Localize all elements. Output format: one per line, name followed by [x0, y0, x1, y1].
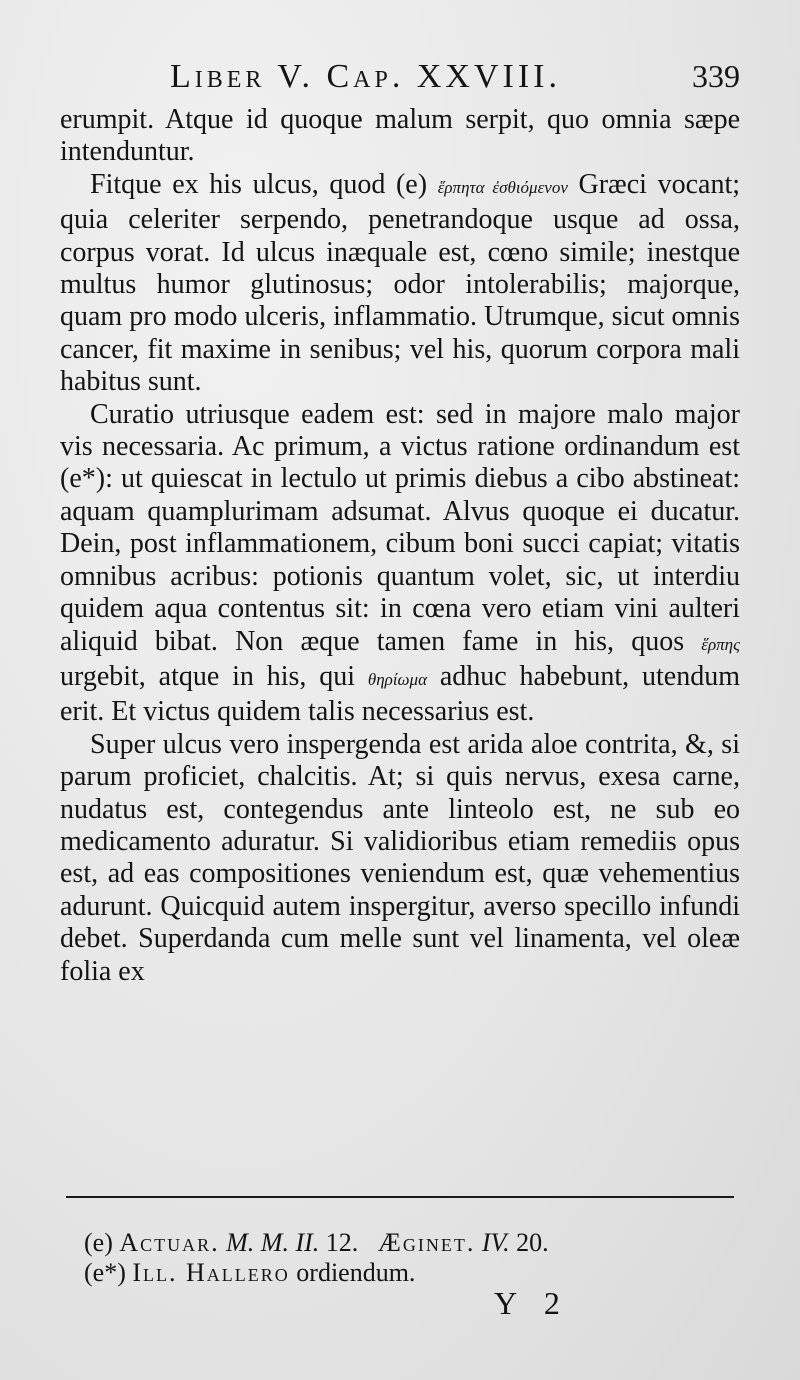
signature-mark: Y 2 — [494, 1285, 570, 1321]
footnote-text: ordiendum. — [296, 1258, 416, 1287]
greek-term-therioma: θηρίωμα — [367, 669, 428, 689]
paragraph-3-text-b: urgebit, atque in his, qui — [60, 660, 356, 692]
footnote-author: Actuar. — [119, 1228, 220, 1257]
footnote-reference: IV. — [481, 1228, 510, 1257]
footnote-author: Ill. Hallero — [132, 1258, 290, 1287]
running-header — [60, 58, 740, 102]
paragraph-2 — [60, 169, 740, 399]
page-number: 339 — [692, 58, 740, 94]
paragraph-2-text-b: Græci vocant; quia celeriter serpendo, penetrandoque usque ad ossa, corpus vorat. Id ulcus inæquale est, cœno simile; inestque multus humor glutinosus; odor intolerabilis; majorque, quam pro modo ulceris, inflammatio. Utrumque, sicut omnis cancer, fit maxime in senibus; vel his, quorum corpora mali habitus sunt. — [60, 168, 740, 398]
paragraph-3-text-a: Curatio utriusque eadem est: sed in majore malo major vis necessaria. Ac primum, a victus ratione ordinandum est (e*): ut quiescat in lectulo ut primis diebus a cibo abstineat: aquam quamplurimam adsumat. Alvus quoque ei ducatur. Dein, post inflammationem, cibum boni succi capiat; vitatis omnibus acribus: potionis quantum volet, sic, ut interdiu quidem aqua contentus sit: in cœna vero etiam vini aulteri aliquid bibat. Non æque tamen fame in his, quos — [60, 398, 740, 657]
footnote-author: Æginet. — [377, 1228, 476, 1257]
main-text — [60, 104, 740, 988]
footnote-e — [84, 1228, 744, 1258]
footnote-reference: M. M. II. — [226, 1228, 320, 1257]
paragraph-3-text-c: adhuc habebunt, utendum erit. Et victus quidem talis necessarius est. — [60, 660, 741, 728]
footnotes — [84, 1228, 744, 1288]
paragraph-4: Super ulcus vero inspergenda est arida aloe contrita, &, si parum proficiet, chalcitis. At; si quis nervus, exesa carne, nudatus est, contegendus ante linteolo est, ne sub eo medicamento aduratur. Si validioribus etiam remediis opus est, ad eas compositiones veniendum est, quæ vehementius adurunt. Quicquid autem inspergitur, averso specillo infundi debet. Superdanda cum melle sunt vel linamenta, vel oleæ folia ex — [60, 728, 740, 987]
running-title: Liber V. Cap. XXVIII. — [170, 58, 561, 95]
paragraph-3 — [60, 399, 740, 729]
footnote-divider — [66, 1196, 734, 1198]
footnote-mark: (e) — [84, 1228, 113, 1257]
footnote-mark: (e*) — [84, 1258, 126, 1287]
footnote-number: 12. — [325, 1228, 359, 1257]
footnote-e-star — [84, 1258, 744, 1288]
paragraph-2-text-a: Fitque ex his ulcus, quod (e) — [90, 168, 428, 200]
greek-term-herpes: ἕρπης — [701, 634, 740, 654]
greek-term-herpeta: ἕρπητα ἐσθιόμενον — [437, 177, 568, 197]
paragraph-1: erumpit. Atque id quoque malum serpit, quo omnia sæpe intenduntur. — [60, 104, 740, 168]
footnote-number: 20. — [516, 1228, 549, 1257]
